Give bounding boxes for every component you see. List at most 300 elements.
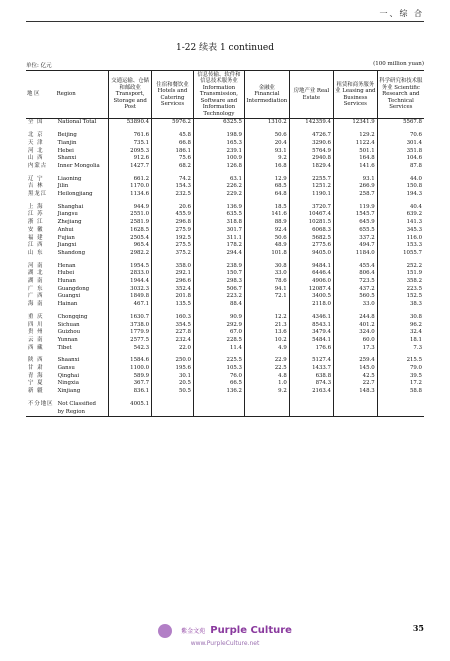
value-cell: 266.9 bbox=[334, 183, 378, 191]
value-cell: 33.0 bbox=[334, 301, 378, 309]
table-row bbox=[26, 314, 424, 322]
value-cell: 494.7 bbox=[334, 242, 378, 250]
value-cell: 160.3 bbox=[152, 314, 194, 322]
value-cell: 104.6 bbox=[377, 155, 424, 163]
value-cell: 20.6 bbox=[152, 204, 194, 212]
value-cell: 874.3 bbox=[289, 380, 333, 388]
value-cell: 48.9 bbox=[244, 242, 289, 250]
value-cell: 723.5 bbox=[334, 278, 378, 286]
value-cell: 5976.2 bbox=[152, 119, 194, 127]
region-en-cell: National Total bbox=[57, 119, 97, 126]
value-cell: 141.6 bbox=[244, 211, 289, 219]
region-en-cell: Henan bbox=[57, 262, 76, 269]
region-cn-cell: 河 北 bbox=[28, 147, 44, 154]
region-en-cell: Shanghai bbox=[57, 203, 84, 210]
value-cell: 75.6 bbox=[152, 155, 194, 163]
table-row bbox=[26, 155, 424, 163]
value-cell bbox=[193, 401, 244, 409]
value-cell: 9405.0 bbox=[289, 250, 333, 258]
value-cell: 8543.1 bbox=[289, 322, 333, 330]
value-cell bbox=[244, 301, 289, 309]
region-cn-cell: 不分地区 bbox=[28, 400, 54, 407]
value-cell: 4346.1 bbox=[289, 314, 333, 322]
region-cn-cell: 甘 肃 bbox=[28, 365, 44, 372]
region-en-cell: Sichuan bbox=[57, 321, 80, 328]
value-cell: 42.5 bbox=[334, 373, 378, 381]
value-cell: 1100.0 bbox=[109, 365, 152, 373]
value-cell: 645.9 bbox=[334, 219, 378, 227]
table-row bbox=[26, 373, 424, 381]
table-row bbox=[26, 211, 424, 219]
value-cell: 560.5 bbox=[334, 293, 378, 301]
value-cell: 5484.1 bbox=[289, 337, 333, 345]
value-cell: 136.2 bbox=[193, 388, 244, 396]
value-cell: 292.1 bbox=[152, 270, 194, 278]
value-cell: 258.7 bbox=[334, 191, 378, 199]
value-cell: 2940.8 bbox=[289, 155, 333, 163]
value-cell: 1779.9 bbox=[109, 329, 152, 337]
value-cell: 93.1 bbox=[244, 148, 289, 156]
region-en-cell: Zhejiang bbox=[57, 219, 82, 226]
value-cell: 227.8 bbox=[152, 329, 194, 337]
region-cn-cell: 河 南 bbox=[28, 262, 44, 269]
value-cell: 17.2 bbox=[377, 380, 424, 388]
table-row bbox=[26, 163, 424, 171]
region-cn-cell: 宁 夏 bbox=[28, 380, 44, 387]
region-en-cell: Anhui bbox=[57, 226, 74, 233]
region-en-cell: Hunan bbox=[57, 278, 76, 285]
value-cell: 76.0 bbox=[193, 373, 244, 381]
value-cell: 1190.1 bbox=[289, 191, 333, 199]
table-title: 1-22 续表 1 continued bbox=[176, 43, 274, 53]
value-cell: 1134.6 bbox=[109, 191, 152, 199]
value-cell: 296.6 bbox=[152, 278, 194, 286]
value-cell: 45.8 bbox=[152, 132, 194, 140]
col-leasing: 租赁和商务服务业 Leasing and Business Services bbox=[334, 71, 378, 119]
region-en-cell: Hainan bbox=[57, 301, 78, 308]
value-cell: 12.9 bbox=[244, 176, 289, 184]
value-cell: 912.6 bbox=[109, 155, 152, 163]
value-cell: 12341.9 bbox=[334, 119, 378, 127]
value-cell: 13.6 bbox=[244, 329, 289, 337]
value-cell: 9.2 bbox=[244, 155, 289, 163]
region-en-cell: Shanxi bbox=[57, 155, 77, 162]
table-row bbox=[26, 293, 424, 301]
value-cell: 2505.4 bbox=[109, 235, 152, 243]
value-cell: 79.0 bbox=[377, 365, 424, 373]
value-cell: 259.4 bbox=[334, 357, 378, 365]
value-cell bbox=[109, 409, 152, 417]
value-cell: 67.0 bbox=[193, 329, 244, 337]
value-cell: 12.2 bbox=[244, 314, 289, 322]
value-cell: 401.2 bbox=[334, 322, 378, 330]
value-cell: 68.5 bbox=[244, 183, 289, 191]
value-cell: 836.1 bbox=[109, 388, 152, 396]
value-cell: 2577.5 bbox=[109, 337, 152, 345]
value-cell: 232.4 bbox=[152, 337, 194, 345]
value-cell: 87.8 bbox=[377, 163, 424, 171]
table-body bbox=[26, 119, 424, 417]
value-cell: 178.2 bbox=[193, 242, 244, 250]
value-cell: 150.7 bbox=[193, 270, 244, 278]
region-en-cell: Heilongjiang bbox=[57, 191, 93, 198]
value-cell: 318.8 bbox=[193, 219, 244, 227]
table-row bbox=[26, 329, 424, 337]
region-en-cell: Qinghai bbox=[57, 372, 80, 379]
value-cell: 39.5 bbox=[377, 373, 424, 381]
value-cell: 1630.7 bbox=[109, 314, 152, 322]
value-cell: 296.8 bbox=[152, 219, 194, 227]
value-cell: 2551.0 bbox=[109, 211, 152, 219]
region-cn-cell: 天 津 bbox=[28, 139, 44, 146]
table-row bbox=[26, 388, 424, 396]
region-cn-cell: 北 京 bbox=[28, 132, 44, 139]
region-en-cell: Tianjin bbox=[57, 139, 77, 146]
value-cell: 225.5 bbox=[193, 357, 244, 365]
value-cell: 375.2 bbox=[152, 250, 194, 258]
value-cell bbox=[377, 401, 424, 409]
region-cn-cell: 湖 北 bbox=[28, 270, 44, 277]
region-en-cell: Jilin bbox=[57, 183, 69, 190]
value-cell: 250.0 bbox=[152, 357, 194, 365]
region-cn-cell: 青 海 bbox=[28, 372, 44, 379]
value-cell: 1251.2 bbox=[289, 183, 333, 191]
value-cell: 944.9 bbox=[109, 204, 152, 212]
value-cell: 3720.7 bbox=[289, 204, 333, 212]
value-cell: 506.7 bbox=[193, 286, 244, 294]
value-cell: 101.8 bbox=[244, 250, 289, 258]
value-cell: 3738.0 bbox=[109, 322, 152, 330]
region-cn-cell: 江 西 bbox=[28, 242, 44, 249]
value-cell: 354.5 bbox=[152, 322, 194, 330]
region-en-cell: Xinjiang bbox=[57, 388, 81, 395]
col-hotels: 住宿和餐饮业 Hotels and Catering Services bbox=[152, 71, 194, 119]
value-cell: 232.5 bbox=[152, 191, 194, 199]
value-cell: 72.1 bbox=[244, 293, 289, 301]
value-cell: 50.6 bbox=[244, 132, 289, 140]
region-cn-cell: 山 东 bbox=[28, 249, 44, 256]
value-cell: 141.3 bbox=[377, 219, 424, 227]
unit-label-en: (100 million yuan) bbox=[373, 61, 424, 67]
page-number: 35 bbox=[412, 623, 424, 633]
region-cn-cell: 内蒙古 bbox=[28, 162, 48, 169]
value-cell bbox=[377, 409, 424, 417]
value-cell: 96.2 bbox=[377, 322, 424, 330]
value-cell: 22.9 bbox=[244, 357, 289, 365]
value-cell: 2581.9 bbox=[109, 219, 152, 227]
value-cell: 63.1 bbox=[193, 176, 244, 184]
value-cell: 542.3 bbox=[109, 345, 152, 353]
value-cell: 455.4 bbox=[334, 263, 378, 271]
value-cell: 252.2 bbox=[377, 263, 424, 271]
region-en-cell: Hebei bbox=[57, 147, 74, 154]
value-cell: 352.4 bbox=[152, 286, 194, 294]
region-cn-cell: 广 西 bbox=[28, 293, 44, 300]
value-cell: 66.8 bbox=[152, 140, 194, 148]
table-row bbox=[26, 250, 424, 258]
table-row bbox=[26, 204, 424, 212]
value-cell: 1628.5 bbox=[109, 227, 152, 235]
region-en-cell: by Region bbox=[56, 409, 109, 417]
value-cell: 20.4 bbox=[244, 140, 289, 148]
region-cn-cell: 云 南 bbox=[28, 336, 44, 343]
value-cell: 2775.6 bbox=[289, 242, 333, 250]
value-cell: 135.5 bbox=[152, 301, 194, 309]
value-cell: 3290.6 bbox=[289, 140, 333, 148]
value-cell: 18.1 bbox=[377, 337, 424, 345]
value-cell: 105.3 bbox=[193, 365, 244, 373]
value-cell: 22.0 bbox=[152, 345, 194, 353]
table-row bbox=[26, 365, 424, 373]
table-row bbox=[26, 270, 424, 278]
value-cell: 639.2 bbox=[377, 211, 424, 219]
value-cell: 655.5 bbox=[334, 227, 378, 235]
value-cell: 298.3 bbox=[193, 278, 244, 286]
value-cell: 153.3 bbox=[377, 242, 424, 250]
region-cn-cell: 辽 宁 bbox=[28, 175, 44, 182]
value-cell: 58.8 bbox=[377, 388, 424, 396]
value-cell: 44.0 bbox=[377, 176, 424, 184]
value-cell: 53890.4 bbox=[109, 119, 152, 127]
value-cell: 9484.1 bbox=[289, 263, 333, 271]
region-en-cell: Yunnan bbox=[57, 336, 78, 343]
table-row bbox=[26, 409, 424, 417]
value-cell: 635.5 bbox=[193, 211, 244, 219]
col-real-estate: 房地产业 Real Estate bbox=[289, 71, 333, 119]
value-cell: 126.8 bbox=[193, 163, 244, 171]
value-cell: 2095.3 bbox=[109, 148, 152, 156]
value-cell: 1849.8 bbox=[109, 293, 152, 301]
value-cell: 337.2 bbox=[334, 235, 378, 243]
table-row bbox=[26, 301, 424, 309]
value-cell: 2833.0 bbox=[109, 270, 152, 278]
value-cell: 142359.4 bbox=[289, 119, 333, 127]
value-cell: 129.2 bbox=[334, 132, 378, 140]
value-cell: 194.3 bbox=[377, 191, 424, 199]
table-row bbox=[26, 401, 424, 409]
value-cell: 11.4 bbox=[193, 345, 244, 353]
value-cell: 226.2 bbox=[193, 183, 244, 191]
value-cell: 40.4 bbox=[377, 204, 424, 212]
value-cell: 165.3 bbox=[193, 140, 244, 148]
region-cn-cell: 全 国 bbox=[28, 119, 44, 126]
region-cn-cell: 湖 南 bbox=[28, 278, 44, 285]
table-row bbox=[26, 357, 424, 365]
value-cell: 94.1 bbox=[244, 286, 289, 294]
table-row bbox=[26, 278, 424, 286]
value-cell: 88.4 bbox=[193, 301, 244, 309]
value-cell: 2118.0 bbox=[289, 301, 333, 309]
value-cell: 1584.6 bbox=[109, 357, 152, 365]
region-cn-cell: 福 建 bbox=[28, 234, 44, 241]
value-cell bbox=[334, 401, 378, 409]
value-cell: 60.0 bbox=[334, 337, 378, 345]
value-cell: 92.4 bbox=[244, 227, 289, 235]
value-cell: 3479.4 bbox=[289, 329, 333, 337]
table-row bbox=[26, 227, 424, 235]
watermark-en: Purple Culture bbox=[210, 625, 292, 636]
value-cell: 2163.4 bbox=[289, 388, 333, 396]
table-row bbox=[26, 286, 424, 294]
value-cell: 1122.4 bbox=[334, 140, 378, 148]
value-cell: 30.1 bbox=[152, 373, 194, 381]
value-cell: 965.4 bbox=[109, 242, 152, 250]
region-cn-cell: 江 苏 bbox=[28, 211, 44, 218]
region-cn-cell: 重 庆 bbox=[28, 313, 44, 320]
value-cell bbox=[244, 401, 289, 409]
value-cell: 201.8 bbox=[152, 293, 194, 301]
table-row bbox=[26, 242, 424, 250]
col-financial: 金融业 Financial Intermediation bbox=[244, 71, 289, 119]
value-cell: 661.2 bbox=[109, 176, 152, 184]
region-cn-cell: 山 西 bbox=[28, 155, 44, 162]
region-en-header: Region bbox=[56, 71, 109, 119]
region-en-cell: Tibet bbox=[57, 344, 72, 351]
value-cell: 12087.4 bbox=[289, 286, 333, 294]
region-cn-header: 地 区 bbox=[26, 71, 56, 119]
table-row bbox=[26, 235, 424, 243]
value-cell: 70.6 bbox=[377, 132, 424, 140]
table-row bbox=[26, 176, 424, 184]
value-cell: 228.5 bbox=[193, 337, 244, 345]
purple-culture-logo-icon bbox=[158, 624, 172, 638]
value-cell: 9.2 bbox=[244, 388, 289, 396]
value-cell: 10281.5 bbox=[289, 219, 333, 227]
region-en-cell: Inner Mongolia bbox=[57, 162, 100, 169]
value-cell: 292.9 bbox=[193, 322, 244, 330]
value-cell: 275.9 bbox=[152, 227, 194, 235]
region-en-cell: Jiangsu bbox=[57, 211, 78, 218]
value-cell: 437.2 bbox=[334, 286, 378, 294]
value-cell: 1310.2 bbox=[244, 119, 289, 127]
value-cell: 4906.0 bbox=[289, 278, 333, 286]
value-cell: 152.5 bbox=[377, 293, 424, 301]
value-cell: 68.2 bbox=[152, 163, 194, 171]
region-cn-cell: 安 徽 bbox=[28, 226, 44, 233]
table-row bbox=[26, 148, 424, 156]
region-en-cell: Guangdong bbox=[57, 285, 90, 292]
region-cn-cell: 黑龙江 bbox=[28, 191, 48, 198]
value-cell: 301.7 bbox=[193, 227, 244, 235]
table-row bbox=[26, 219, 424, 227]
value-cell: 351.8 bbox=[377, 148, 424, 156]
value-cell: 3400.5 bbox=[289, 293, 333, 301]
region-cn-cell: 贵 州 bbox=[28, 329, 44, 336]
value-cell: 18.5 bbox=[244, 204, 289, 212]
region-en-cell: Gansu bbox=[57, 365, 75, 372]
value-cell: 2255.7 bbox=[289, 176, 333, 184]
table-row bbox=[26, 263, 424, 271]
region-en-cell: Fujian bbox=[57, 234, 75, 241]
value-cell: 345.3 bbox=[377, 227, 424, 235]
value-cell: 735.1 bbox=[109, 140, 152, 148]
value-cell: 1.0 bbox=[244, 380, 289, 388]
value-cell: 30.8 bbox=[377, 314, 424, 322]
value-cell: 10467.4 bbox=[289, 211, 333, 219]
value-cell: 2982.2 bbox=[109, 250, 152, 258]
watermark-cn: 紫金文苑 bbox=[181, 628, 206, 635]
value-cell: 1954.5 bbox=[109, 263, 152, 271]
value-cell: 638.8 bbox=[289, 373, 333, 381]
value-cell: 176.6 bbox=[289, 345, 333, 353]
value-cell: 358.2 bbox=[377, 278, 424, 286]
region-en-cell: Chongqing bbox=[57, 313, 88, 320]
value-cell: 5567.8 bbox=[377, 119, 424, 127]
value-cell: 90.9 bbox=[193, 314, 244, 322]
value-cell: 192.5 bbox=[152, 235, 194, 243]
value-cell: 223.2 bbox=[193, 293, 244, 301]
value-cell: 21.3 bbox=[244, 322, 289, 330]
value-cell: 186.1 bbox=[152, 148, 194, 156]
value-cell: 145.0 bbox=[334, 365, 378, 373]
value-cell: 66.5 bbox=[193, 380, 244, 388]
value-cell: 198.9 bbox=[193, 132, 244, 140]
value-cell: 5764.9 bbox=[289, 148, 333, 156]
value-cell: 244.8 bbox=[334, 314, 378, 322]
value-cell: 116.0 bbox=[377, 235, 424, 243]
table-row bbox=[26, 119, 424, 127]
col-scientific: 科学研究和技术服务业 Scientific Research and Technical Services bbox=[377, 71, 424, 119]
column-header-row bbox=[26, 71, 424, 119]
value-cell bbox=[289, 401, 333, 409]
value-cell: 1944.4 bbox=[109, 278, 152, 286]
value-cell bbox=[244, 409, 289, 417]
region-cn-cell: 西 藏 bbox=[28, 344, 44, 351]
value-cell: 88.9 bbox=[244, 219, 289, 227]
value-cell: 154.3 bbox=[152, 183, 194, 191]
value-cell: 455.9 bbox=[152, 211, 194, 219]
value-cell: 164.8 bbox=[334, 155, 378, 163]
region-cn-cell: 吉 林 bbox=[28, 183, 44, 190]
value-cell: 215.5 bbox=[377, 357, 424, 365]
value-cell: 30.8 bbox=[244, 263, 289, 271]
value-cell: 38.3 bbox=[377, 301, 424, 309]
region-cn-cell: 浙 江 bbox=[28, 219, 44, 226]
value-cell: 229.2 bbox=[193, 191, 244, 199]
col-information: 信息传输、软件和信息技术服务业 Information Transmission, Software and Information Technology bbox=[193, 71, 244, 119]
region-cn-cell bbox=[26, 409, 56, 417]
value-cell: 4.8 bbox=[244, 373, 289, 381]
value-cell: 761.6 bbox=[109, 132, 152, 140]
value-cell: 4005.1 bbox=[109, 401, 152, 409]
value-cell: 5127.4 bbox=[289, 357, 333, 365]
value-cell: 17.3 bbox=[334, 345, 378, 353]
value-cell: 275.5 bbox=[152, 242, 194, 250]
value-cell: 806.4 bbox=[334, 270, 378, 278]
value-cell: 93.1 bbox=[334, 176, 378, 184]
value-cell: 1427.7 bbox=[109, 163, 152, 171]
value-cell: 148.3 bbox=[334, 388, 378, 396]
region-cn-cell: 广 东 bbox=[28, 285, 44, 292]
value-cell: 3032.3 bbox=[109, 286, 152, 294]
value-cell: 22.5 bbox=[244, 365, 289, 373]
watermark-url: www.PurpleCulture.net bbox=[190, 640, 260, 647]
value-cell: 20.5 bbox=[152, 380, 194, 388]
header-rule bbox=[26, 21, 424, 22]
value-cell: 100.9 bbox=[193, 155, 244, 163]
value-cell bbox=[152, 401, 194, 409]
value-cell: 16.8 bbox=[244, 163, 289, 171]
value-cell: 74.2 bbox=[152, 176, 194, 184]
value-cell: 1170.0 bbox=[109, 183, 152, 191]
region-en-cell: Liaoning bbox=[57, 175, 82, 182]
value-cell bbox=[334, 409, 378, 417]
value-cell bbox=[289, 409, 333, 417]
value-cell: 78.6 bbox=[244, 278, 289, 286]
region-en-cell: Beijing bbox=[57, 132, 77, 139]
region-en-cell: Shandong bbox=[57, 249, 86, 256]
table-row bbox=[26, 345, 424, 353]
